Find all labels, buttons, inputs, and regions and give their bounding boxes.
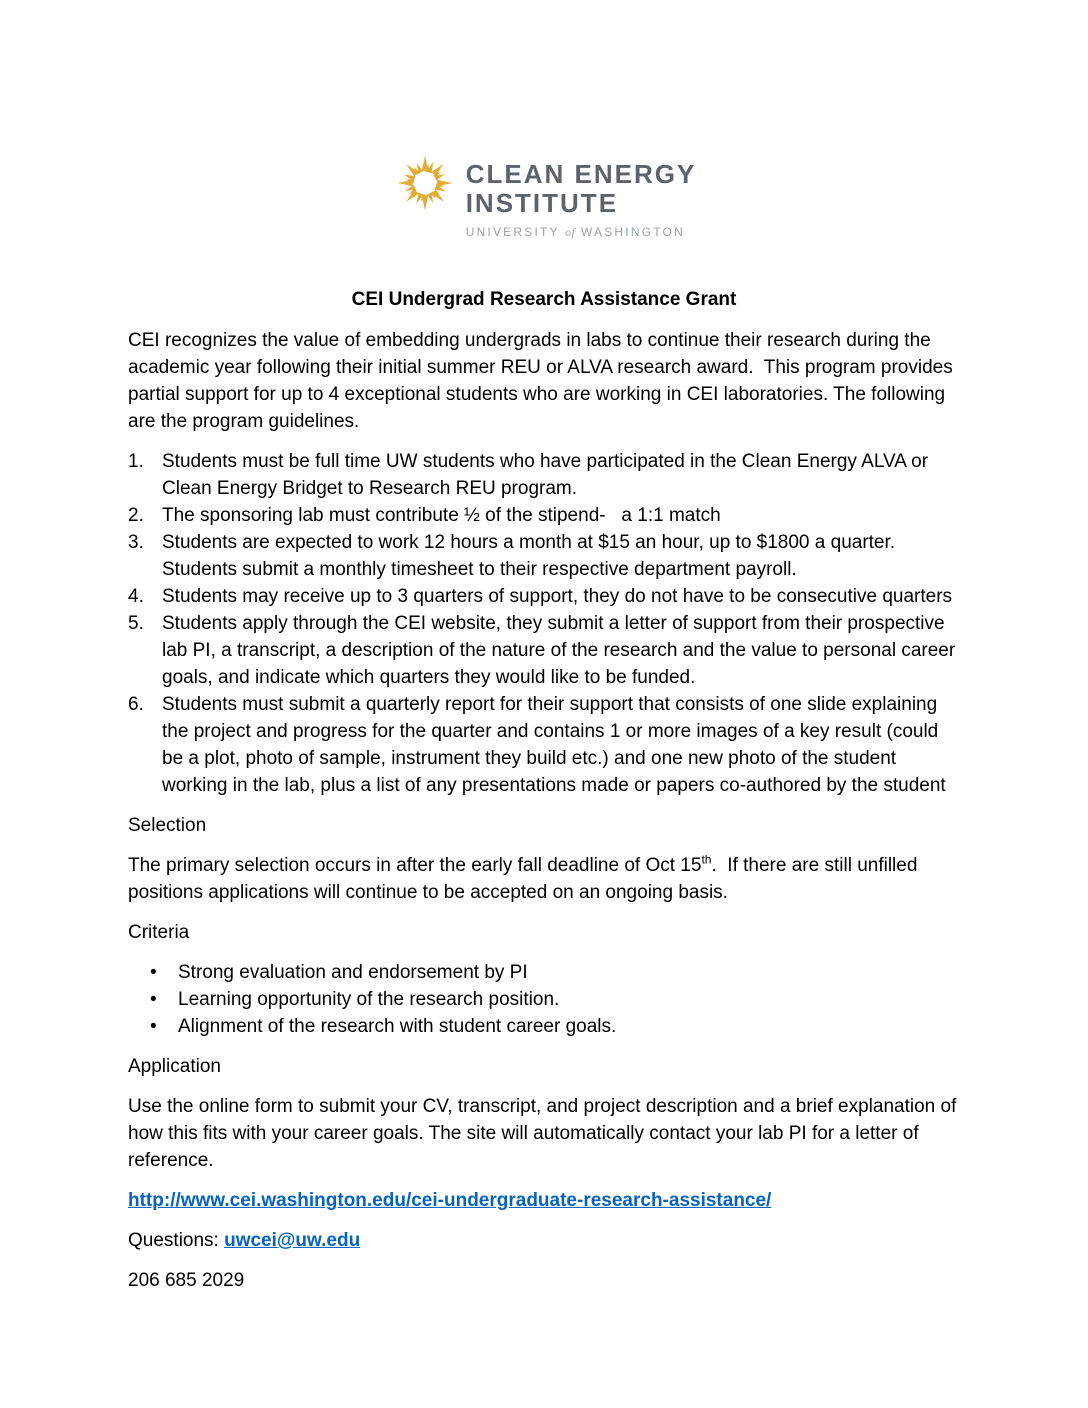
logo-name-line2: INSTITUTE <box>465 188 619 218</box>
logo-university-word1: UNIVERSITY <box>465 225 560 239</box>
logo-university-of: of <box>565 225 576 239</box>
guideline-item: The sponsoring lab must contribute ½ of the stipend- a 1:1 match <box>162 505 721 526</box>
criteria-item: • Learning opportunity of the research position. <box>178 986 960 1013</box>
selection-text-before: The primary selection occurs in after the early fall deadline of Oct 15 <box>128 855 702 876</box>
questions-email-link[interactable]: uwcei@uw.edu <box>224 1230 361 1251</box>
selection-heading: Selection <box>128 815 207 836</box>
guideline-item: Students must be full time UW students who have participated in the Clean Energy ALVA or Clean Energy Bridget to Research REU program. <box>162 451 934 499</box>
criteria-list <box>128 959 960 1040</box>
logo-name-line1: CLEAN ENERGY <box>465 159 697 189</box>
program-guidelines-list <box>128 448 960 799</box>
guideline-item: Students may receive up to 3 quarters of support, they do not have to be consecutive quarters <box>162 586 953 607</box>
phone-number: 206 685 2029 <box>128 1270 245 1291</box>
questions-label: Questions: <box>128 1230 225 1251</box>
page-title: CEI Undergrad Research Assistance Grant <box>351 289 737 310</box>
application-heading: Application <box>128 1056 221 1077</box>
criteria-heading: Criteria <box>128 922 190 943</box>
intro-paragraph: CEI recognizes the value of embedding undergrads in labs to continue their research during the academic year following their initial summer REU or ALVA research award. This program provides partial support for up to 4 exceptional students who are working in CEI laboratories. The following are the program guidelines. <box>128 330 959 432</box>
guideline-item: Students are expected to work 12 hours a month at $15 an hour, up to $1800 a quarter. Students submit a monthly timesheet to their respective department payroll. <box>162 532 901 580</box>
document-content <box>0 327 1088 1294</box>
cei-logo <box>0 0 1088 240</box>
selection-text-after: . If there are still unfilled positions applications will continue to be accepted on an ongoing basis. <box>128 855 923 903</box>
ordinal-superscript: th <box>701 852 712 867</box>
criteria-item: • Alignment of the research with student career goals. <box>178 1013 960 1040</box>
application-link-paragraph <box>128 1187 960 1214</box>
logo-university-line <box>466 225 697 240</box>
application-url-link[interactable]: http://www.cei.washington.edu/cei-undergraduate-research-assistance/ <box>128 1190 772 1211</box>
application-paragraph: Use the online form to submit your CV, transcript, and project description and a brief explanation of how this fits with your career goals. The site will automatically contact your lab PI for a letter of reference. <box>128 1096 962 1171</box>
criteria-item: • Strong evaluation and endorsement by PI <box>178 959 960 986</box>
guideline-item: Students apply through the CEI website, they submit a letter of support from their prospective lab PI, a transcript, a description of the nature of the research and the value to personal career goals, and indicate which quarters they would like to be funded. <box>162 613 961 688</box>
logo-wordmark <box>466 160 697 240</box>
questions-paragraph <box>128 1227 960 1254</box>
guideline-item: Students must submit a quarterly report for their support that consists of one slide explaining the project and progress for the quarter and contains 1 or more images of a key result (could be a plot, photo of sample, instrument they build etc.) and one new photo of the student working in the lab, plus a list of any presentations made or papers co-authored by the student <box>162 694 946 796</box>
logo-university-word2: WASHINGTON <box>580 225 685 239</box>
selection-paragraph <box>128 852 960 906</box>
sunburst-icon <box>392 150 458 216</box>
